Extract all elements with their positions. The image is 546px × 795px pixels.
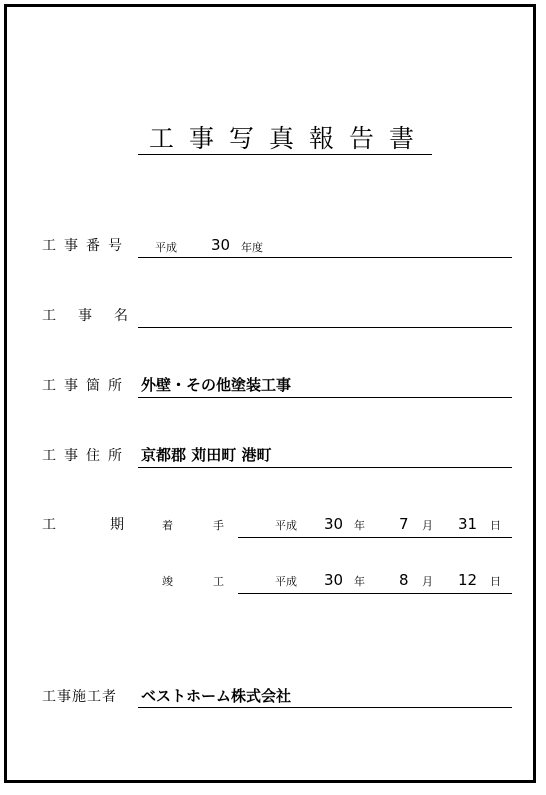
construction-number-line (138, 257, 512, 258)
construction-number-year: 30 (211, 236, 231, 254)
contractor-line (138, 707, 512, 708)
end-day: 12 (458, 571, 478, 589)
end-month-unit: 月 (422, 575, 433, 588)
start-label-right: 手 (213, 519, 224, 532)
end-label-left: 竣 (162, 575, 173, 588)
start-year-unit: 年 (354, 519, 365, 532)
end-year-unit: 年 (354, 575, 365, 588)
construction-address-label: 工事住所 (42, 448, 130, 464)
end-month: 8 (399, 571, 409, 589)
start-day-unit: 日 (490, 519, 501, 532)
end-date-line (238, 593, 512, 594)
construction-address-line (138, 467, 512, 468)
start-day: 31 (458, 515, 478, 533)
start-era: 平成 (275, 519, 297, 532)
report-title: 工事写真報告書 (148, 124, 429, 153)
construction-name-label: 工 事 名 (42, 308, 132, 324)
contractor-label: 工事施工者 (42, 689, 117, 705)
construction-number-era: 平成 (155, 241, 177, 254)
start-date-line (238, 537, 512, 538)
construction-name-line (138, 327, 512, 328)
start-label-left: 着 (162, 519, 173, 532)
period-label-right: 期 (110, 517, 124, 533)
start-year: 30 (324, 515, 344, 533)
end-era: 平成 (275, 575, 297, 588)
construction-location-value: 外壁・その他塗装工事 (141, 376, 292, 394)
construction-number-year-suffix: 年度 (241, 241, 263, 254)
construction-location-label: 工事箇所 (42, 378, 130, 394)
end-label-right: 工 (213, 575, 224, 588)
start-month: 7 (399, 515, 409, 533)
construction-address-value: 京都郡 苅田町 港町 (141, 446, 272, 464)
end-year: 30 (324, 571, 344, 589)
construction-number-label: 工事番号 (42, 238, 130, 254)
end-day-unit: 日 (490, 575, 501, 588)
contractor-value: ベストホーム株式会社 (141, 687, 292, 705)
period-label-left: 工 (42, 517, 56, 533)
title-underline (138, 154, 432, 155)
start-month-unit: 月 (422, 519, 433, 532)
construction-location-line (138, 397, 512, 398)
